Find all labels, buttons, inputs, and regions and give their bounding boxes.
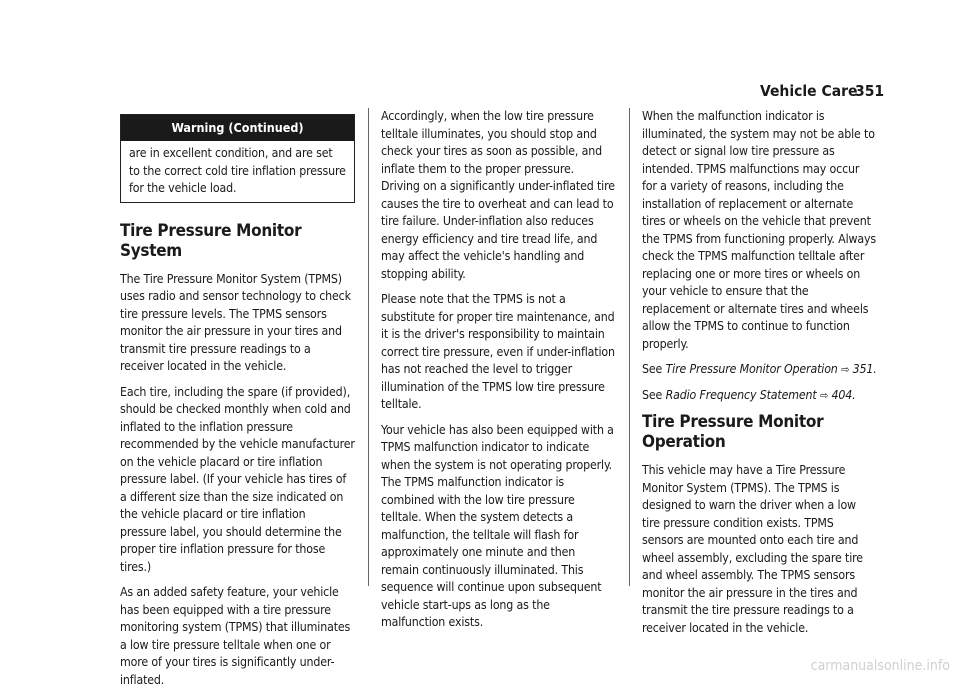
paragraph: As an added safety feature, your vehicle has been equipped with a tire pressure monitoring system (TPMS) that illuminates a low tire pressure telltale when one or more of your tires is significantly under-inflated. (120, 585, 351, 687)
running-header-section: Vehicle Care (760, 82, 858, 100)
paragraph: Please note that the TPMS is not a substitute for proper tire maintenance, and it is the driver's responsibility to maintain correct tire pressure, even if under-inflation has not reached the level to trigger illumination of the TPMS low tire pressure telltale. (381, 292, 615, 411)
section-heading-tpms: Tire Pressure Monitor System (120, 220, 302, 261)
warning-box (120, 114, 355, 203)
section-heading-tpm-operation: Tire Pressure Monitor Operation (642, 412, 824, 452)
column-divider (629, 108, 630, 586)
xref-page[interactable]: 404. (831, 387, 856, 402)
column-divider (368, 108, 369, 586)
page-reference-icon: ⇨ (819, 388, 829, 402)
warning-text: are in excellent condition, and are set to the correct cold tire inflation pressure for the vehicle load. (129, 146, 346, 195)
xref-link-tpm-operation[interactable]: Tire Pressure Monitor Operation (665, 362, 838, 376)
xref-label: See (642, 362, 663, 376)
paragraph: When the malfunction indicator is illuminated, the system may not be able to detect or signal low tire pressure as intended. TPMS malfunctions may occur for a variety of reasons, including the installation of replacement or alternate tires or wheels on the vehicle that prevent the TPMS from functioning properly. Always check the TPMS malfunction telltale after replacing one or more tires or wheels on your vehicle to ensure that the replacement or alternate tires and wheels allow the TPMS to continue to function properly. (642, 109, 877, 351)
warning-body (121, 141, 354, 202)
paragraph: This vehicle may have a Tire Pressure Monitor System (TPMS). The TPMS is designed to warn the driver when a low tire pressure condition exists. TPMS sensors are mounted onto each tire and wheel assembly, excluding the spare tire and wheel assembly. The TPMS sensors monitor the air pressure in the tires and transmit the tire pressure readings to a receiver located in the vehicle. (642, 463, 863, 635)
page-reference-icon: ⇨ (841, 363, 850, 376)
paragraph: Accordingly, when the low tire pressure telltale illuminates, you should stop and check your tires as soon as possible, and inflate them to the proper pressure. Driving on a significantly under-inflated tire causes the tire to overheat and can lead to tire failure. Under-inflation also reduces energy efficiency and tire tread life, and may affect the vehicle's handling and stopping ability. (381, 109, 615, 281)
paragraph: Each tire, including the spare (if provided), should be checked monthly when cold and inflated to the inflation pressure recommended by the vehicle manufacturer on the vehicle placard or tire inflation pressure label. (If your vehicle has tires of a different size than the size indicated on the vehicle placard or tire inflation pressure label, you should determine the proper tire inflation pressure for those tires.) (120, 384, 355, 574)
column-2 (381, 108, 616, 640)
column-1 (120, 114, 355, 697)
column-3 (642, 108, 877, 645)
xref-page[interactable]: 351. (852, 362, 877, 376)
page-number: 351 (855, 82, 885, 100)
cross-reference[interactable] (642, 387, 877, 405)
xref-label: See (642, 387, 663, 402)
xref-link-radio-frequency[interactable]: Radio Frequency Statement (665, 387, 817, 402)
cross-reference[interactable] (642, 361, 877, 379)
paragraph: Your vehicle has also been equipped with a TPMS malfunction indicator to indicate when the system is not operating properly. The TPMS malfunction indicator is combined with the low tire pressure telltale. When the system detects a malfunction, the telltale will flash for approximately one minute and then remain continuously illuminated. This sequence will continue upon subsequent vehicle start-ups as long as the malfunction exists. (381, 422, 614, 629)
warning-title: Warning (Continued) (121, 115, 354, 141)
watermark: carmanualsonline.info (810, 658, 950, 674)
paragraph: The Tire Pressure Monitor System (TPMS) uses radio and sensor technology to check tire pressure levels. The TPMS sensors monitor the air pressure in your tires and transmit tire pressure readings to a receiver located in the vehicle. (120, 271, 351, 373)
